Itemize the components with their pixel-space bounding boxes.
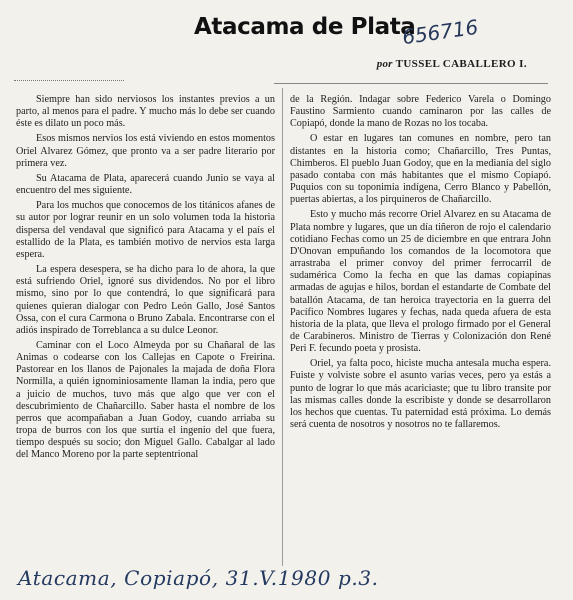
handwritten-source-note: Atacama, Copiapó, 31.V.1980 p.3. — [18, 566, 379, 590]
paragraph: Esto y mucho más recorre Oriel Alvarez en su Atacama de Plata nombre y lugares, que un día tiñeron de rojo el calendario cotidiano Fechas como un 25 de diciembre en que entrara John D'Onovan empuñando los comandos de la locomotora que arrastraba el primer convoy del primer ferrocarril de sudamérica Como la fecha en que las damas copiapinas armadas de agujas e hilos, bordan el estandarte de Combate del batallón Atacama, de tan heroica trayectoria en la guerra del Pacífico Nombres lugares y fechas, nada queda afuera de esta historia de la plata, que lleva el prologo firmado por el General de Carabineros. Ministro de Tierras y Colonización don René Peri F. fecundo poeta y prosista. — [290, 209, 551, 355]
paragraph: Siempre han sido nerviosos los instantes previos a un parto, al menos para el padre. Y mucho más lo debe ser cuando éste es dilato un poco más. — [16, 94, 275, 130]
paragraph: Caminar con el Loco Almeyda por su Chañaral de las Animas o codearse con los Callejas en Capote o Freirina. Pastorear en los llanos de Pajonales la majada de doña Flora Normilla, a quién ignominiosamente llaman la india, pero que a juicio de muchos, tuvo más que algo que ver con el descubrimiento de Chañarcillo. Saber hasta el nombre de los perros que acompañaban a Juan Godoy, cuando arriaba su tropa de burros con los que surtía el ingenio del que fuera, tiempo después su socio; don Miguel Gallo. Cabalgar al lado del Manco Moreno por la parte septentrional — [16, 339, 275, 461]
paragraph: de la Región. Indagar sobre Federico Varela o Domingo Faustino Sarmiento cuando caminaron por las calles de Copiapó, donde la mano de Rozas no los tocaba. — [290, 94, 551, 130]
paragraph: Para los muchos que conocemos de los titánicos afanes de su autor por lograr reunir en un solo volumen toda la historia dispersa del vendaval que significó para Atacama y el país el estallido de la Plata, es también motivo de nervios esta larga espera. — [16, 200, 275, 260]
article-title: Atacama de Plata — [194, 14, 416, 40]
paragraph: Oriel, ya falta poco, hiciste mucha antesala mucha espera. Fuiste y volviste sobre el asunto varias veces, pero ya estás a punto de lograr lo que más acariciaste; que tu libro transite por las mismas calles donde la escribiste y donde se desarrollaron los hechos que cuentas. Tu paternidad está próxima. Lo demás será cuenta de nosotros y nosotros no te fallaremos. — [290, 358, 551, 431]
right-column — [290, 94, 551, 434]
paragraph: La espera desespera, se ha dicho para lo de ahora, la que está sufriendo Oriel, ignoré sus dividendos. No por el libro mismo, sino por lo que contendrá, lo que significará para quienes quieran dialogar con Pedro León Gallo, José Santos Ossa, con el cura Carmona o Bruno Zabala. Encontrarse con el adiós inspirado de Torreblanca a su dulce Leonor. — [16, 264, 275, 336]
paragraph: O estar en lugares tan comunes en nombre, pero tan distantes en la historia como; Chañarcillo, Tres Puntas, Chimberos. El pueblo Juan Godoy, que en la medianía del siglo pasado contaba con más habitantes que el mismo Copiapó. Puquios con su toponimia indígena, Cerro Blanco y Pabellón, puertas abiertas, a los pirquineros de Chañarcillo. — [290, 133, 551, 206]
byline-prefix: por — [376, 58, 393, 70]
paragraph: Su Atacama de Plata, aparecerá cuando Junio se vaya al encuentro del mes siguiente. — [16, 172, 275, 197]
byline-author: TUSSEL CABALLERO I. — [395, 58, 527, 70]
handwritten-catalog-number: 656716 — [400, 14, 480, 50]
column-divider — [282, 88, 283, 566]
byline — [377, 58, 527, 70]
left-column — [16, 94, 275, 465]
paragraph: Esos mismos nervios los está viviendo en estos momentos Oriel Alvarez Gómez, que pronto va a ser padre literario por primera vez. — [16, 133, 275, 169]
dotted-rule — [14, 80, 124, 81]
byline-rule — [274, 83, 548, 84]
